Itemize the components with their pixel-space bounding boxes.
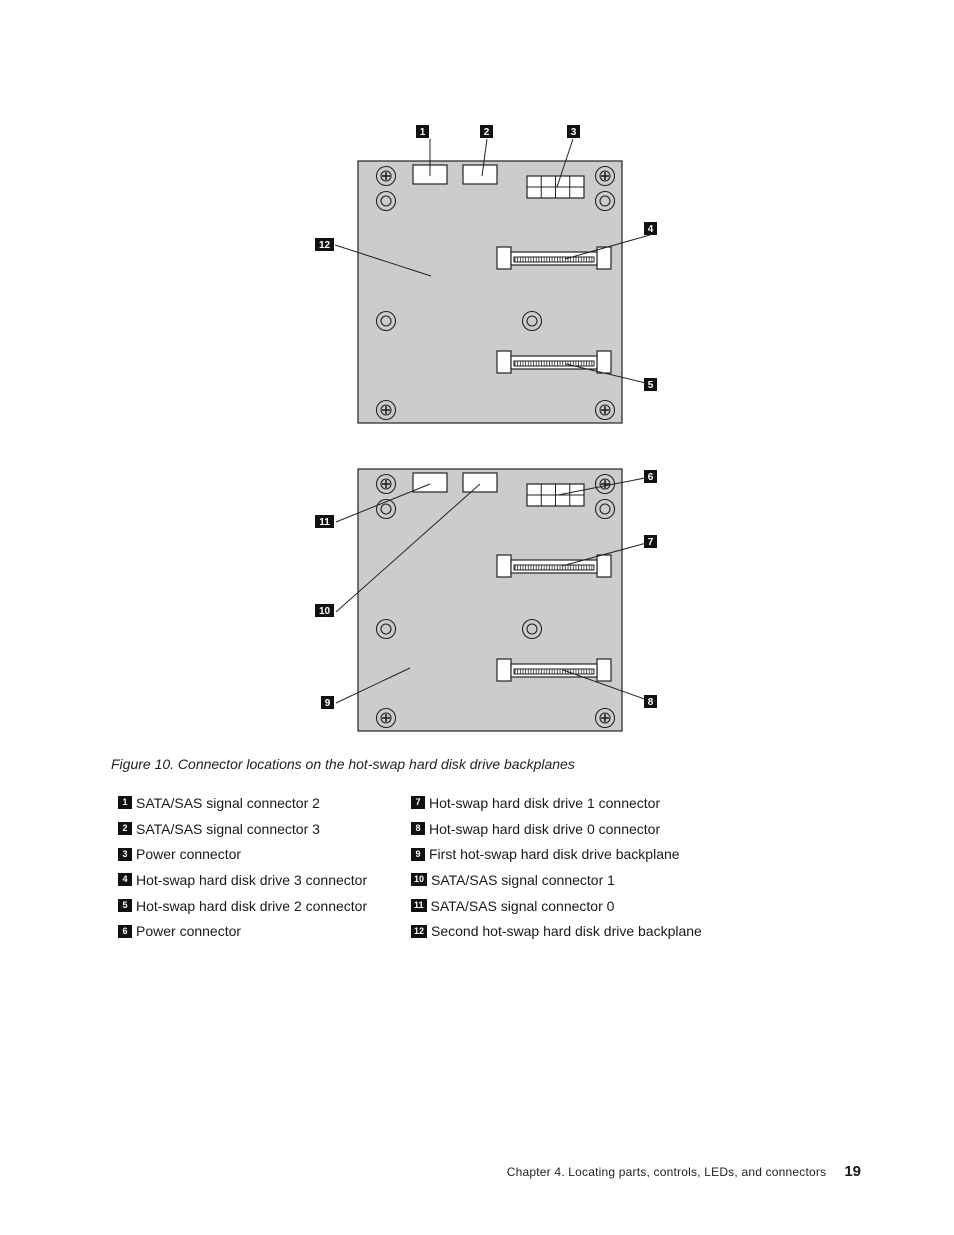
drive-connector-latch bbox=[597, 247, 611, 269]
callout-10 bbox=[315, 604, 334, 617]
callout-2 bbox=[480, 125, 493, 138]
legend-label: SATA/SAS signal connector 3 bbox=[136, 820, 320, 837]
sata-sas-signal-connector bbox=[463, 473, 497, 492]
footer-chapter: Chapter 4. Locating parts, controls, LEDs, and connectors bbox=[506, 1165, 827, 1179]
standoff bbox=[523, 312, 542, 331]
standoff bbox=[377, 500, 396, 519]
legend-item bbox=[118, 893, 367, 919]
callout-badge: 1 bbox=[118, 796, 132, 809]
callout-8 bbox=[644, 695, 657, 708]
legend-item bbox=[411, 918, 702, 944]
callout-badge: 11 bbox=[411, 899, 427, 912]
legend-item bbox=[411, 893, 702, 919]
standoff bbox=[377, 312, 396, 331]
standoff-ring bbox=[596, 500, 615, 519]
screw-hole bbox=[377, 401, 396, 420]
figure-caption: Figure 10. Connector locations on the hot-swap hard disk drive backplanes bbox=[111, 756, 575, 772]
page-footer bbox=[507, 1163, 861, 1180]
callout-number: 3 bbox=[570, 127, 577, 139]
legend-label: First hot-swap hard disk drive backplane bbox=[429, 846, 680, 863]
drive-connector-pins bbox=[514, 669, 594, 674]
standoff-ring bbox=[523, 620, 542, 639]
callout-badge: 3 bbox=[118, 848, 132, 861]
drive-connector-latch bbox=[497, 351, 511, 373]
screw-hole bbox=[377, 167, 396, 186]
legend-label: Power connector bbox=[136, 846, 242, 863]
callout-number: 8 bbox=[647, 697, 654, 709]
callout-badge: 5 bbox=[118, 899, 132, 912]
legend-item bbox=[411, 816, 702, 842]
drive-connector-latch bbox=[497, 659, 511, 681]
backplane-board bbox=[358, 161, 622, 423]
callout-number: 2 bbox=[483, 127, 490, 139]
legend-item bbox=[118, 918, 367, 944]
screw-hole bbox=[377, 475, 396, 494]
power-connector bbox=[527, 484, 584, 506]
standoff bbox=[596, 500, 615, 519]
standoff-ring bbox=[377, 500, 396, 519]
screw-hole bbox=[596, 709, 615, 728]
legend-right bbox=[411, 790, 702, 944]
callout-badge: 2 bbox=[118, 822, 132, 835]
callout-number: 11 bbox=[319, 517, 330, 529]
callout-number: 4 bbox=[647, 224, 654, 236]
callout-badge: 8 bbox=[411, 822, 425, 835]
drive-connector-latch bbox=[497, 247, 511, 269]
standoff bbox=[377, 620, 396, 639]
standoff-ring bbox=[377, 312, 396, 331]
callout-badge: 4 bbox=[118, 873, 132, 886]
drive-connector-pins bbox=[514, 361, 594, 366]
standoff bbox=[596, 192, 615, 211]
screw-hole bbox=[596, 401, 615, 420]
legend-label: SATA/SAS signal connector 0 bbox=[430, 897, 615, 914]
standoff-ring bbox=[523, 312, 542, 331]
screw-hole bbox=[596, 167, 615, 186]
callout-number: 6 bbox=[647, 472, 654, 484]
legend-left bbox=[118, 790, 367, 944]
callout-4 bbox=[644, 222, 657, 235]
callout-badge: 12 bbox=[411, 925, 427, 938]
callout-number: 9 bbox=[324, 698, 331, 710]
backplane-board bbox=[358, 469, 622, 731]
callout-11 bbox=[315, 515, 334, 528]
standoff bbox=[523, 620, 542, 639]
callout-12 bbox=[315, 238, 334, 251]
callout-number: 7 bbox=[647, 537, 654, 549]
legend-item bbox=[118, 816, 367, 842]
callout-6 bbox=[644, 470, 657, 483]
standoff-ring bbox=[377, 620, 396, 639]
callout-badge: 9 bbox=[411, 848, 425, 861]
drive-connector-latch bbox=[497, 555, 511, 577]
callout-number: 5 bbox=[647, 380, 654, 392]
callout-number: 1 bbox=[419, 127, 426, 139]
page-number: 19 bbox=[844, 1163, 861, 1180]
callout-7 bbox=[644, 535, 657, 548]
drive-connector-pins bbox=[514, 565, 594, 570]
legend-item bbox=[411, 841, 702, 867]
legend-item bbox=[411, 867, 702, 893]
legend-label: Power connector bbox=[136, 923, 242, 940]
power-connector bbox=[527, 176, 584, 198]
drive-connector-pins bbox=[514, 257, 594, 262]
legend-item bbox=[118, 867, 367, 893]
screw-hole bbox=[377, 709, 396, 728]
drive-connector-latch bbox=[597, 351, 611, 373]
legend-item bbox=[118, 790, 367, 816]
callout-badge: 6 bbox=[118, 925, 132, 938]
callout-number: 10 bbox=[318, 606, 331, 618]
legend-label: SATA/SAS signal connector 1 bbox=[431, 871, 615, 888]
legend-label: Hot-swap hard disk drive 3 connector bbox=[136, 871, 368, 888]
callout-5 bbox=[644, 378, 657, 391]
drive-connector-latch bbox=[597, 659, 611, 681]
legend-item bbox=[411, 790, 702, 816]
standoff bbox=[377, 192, 396, 211]
callout-9 bbox=[321, 696, 334, 709]
legend-label: Hot-swap hard disk drive 2 connector bbox=[136, 897, 368, 914]
drive-connector-latch bbox=[597, 555, 611, 577]
callout-badge: 10 bbox=[411, 873, 427, 886]
callout-1 bbox=[416, 125, 429, 138]
sata-sas-signal-connector bbox=[463, 165, 497, 184]
legend-label: Hot-swap hard disk drive 0 connector bbox=[429, 820, 661, 837]
legend-label: Hot-swap hard disk drive 1 connector bbox=[429, 794, 661, 811]
standoff-ring bbox=[377, 192, 396, 211]
legend-label: SATA/SAS signal connector 2 bbox=[136, 794, 320, 811]
legend-item bbox=[118, 841, 367, 867]
callout-3 bbox=[567, 125, 580, 138]
standoff-ring bbox=[596, 192, 615, 211]
callout-badge: 7 bbox=[411, 796, 425, 809]
callout-number: 12 bbox=[318, 240, 331, 252]
legend-label: Second hot-swap hard disk drive backplane bbox=[431, 923, 702, 940]
